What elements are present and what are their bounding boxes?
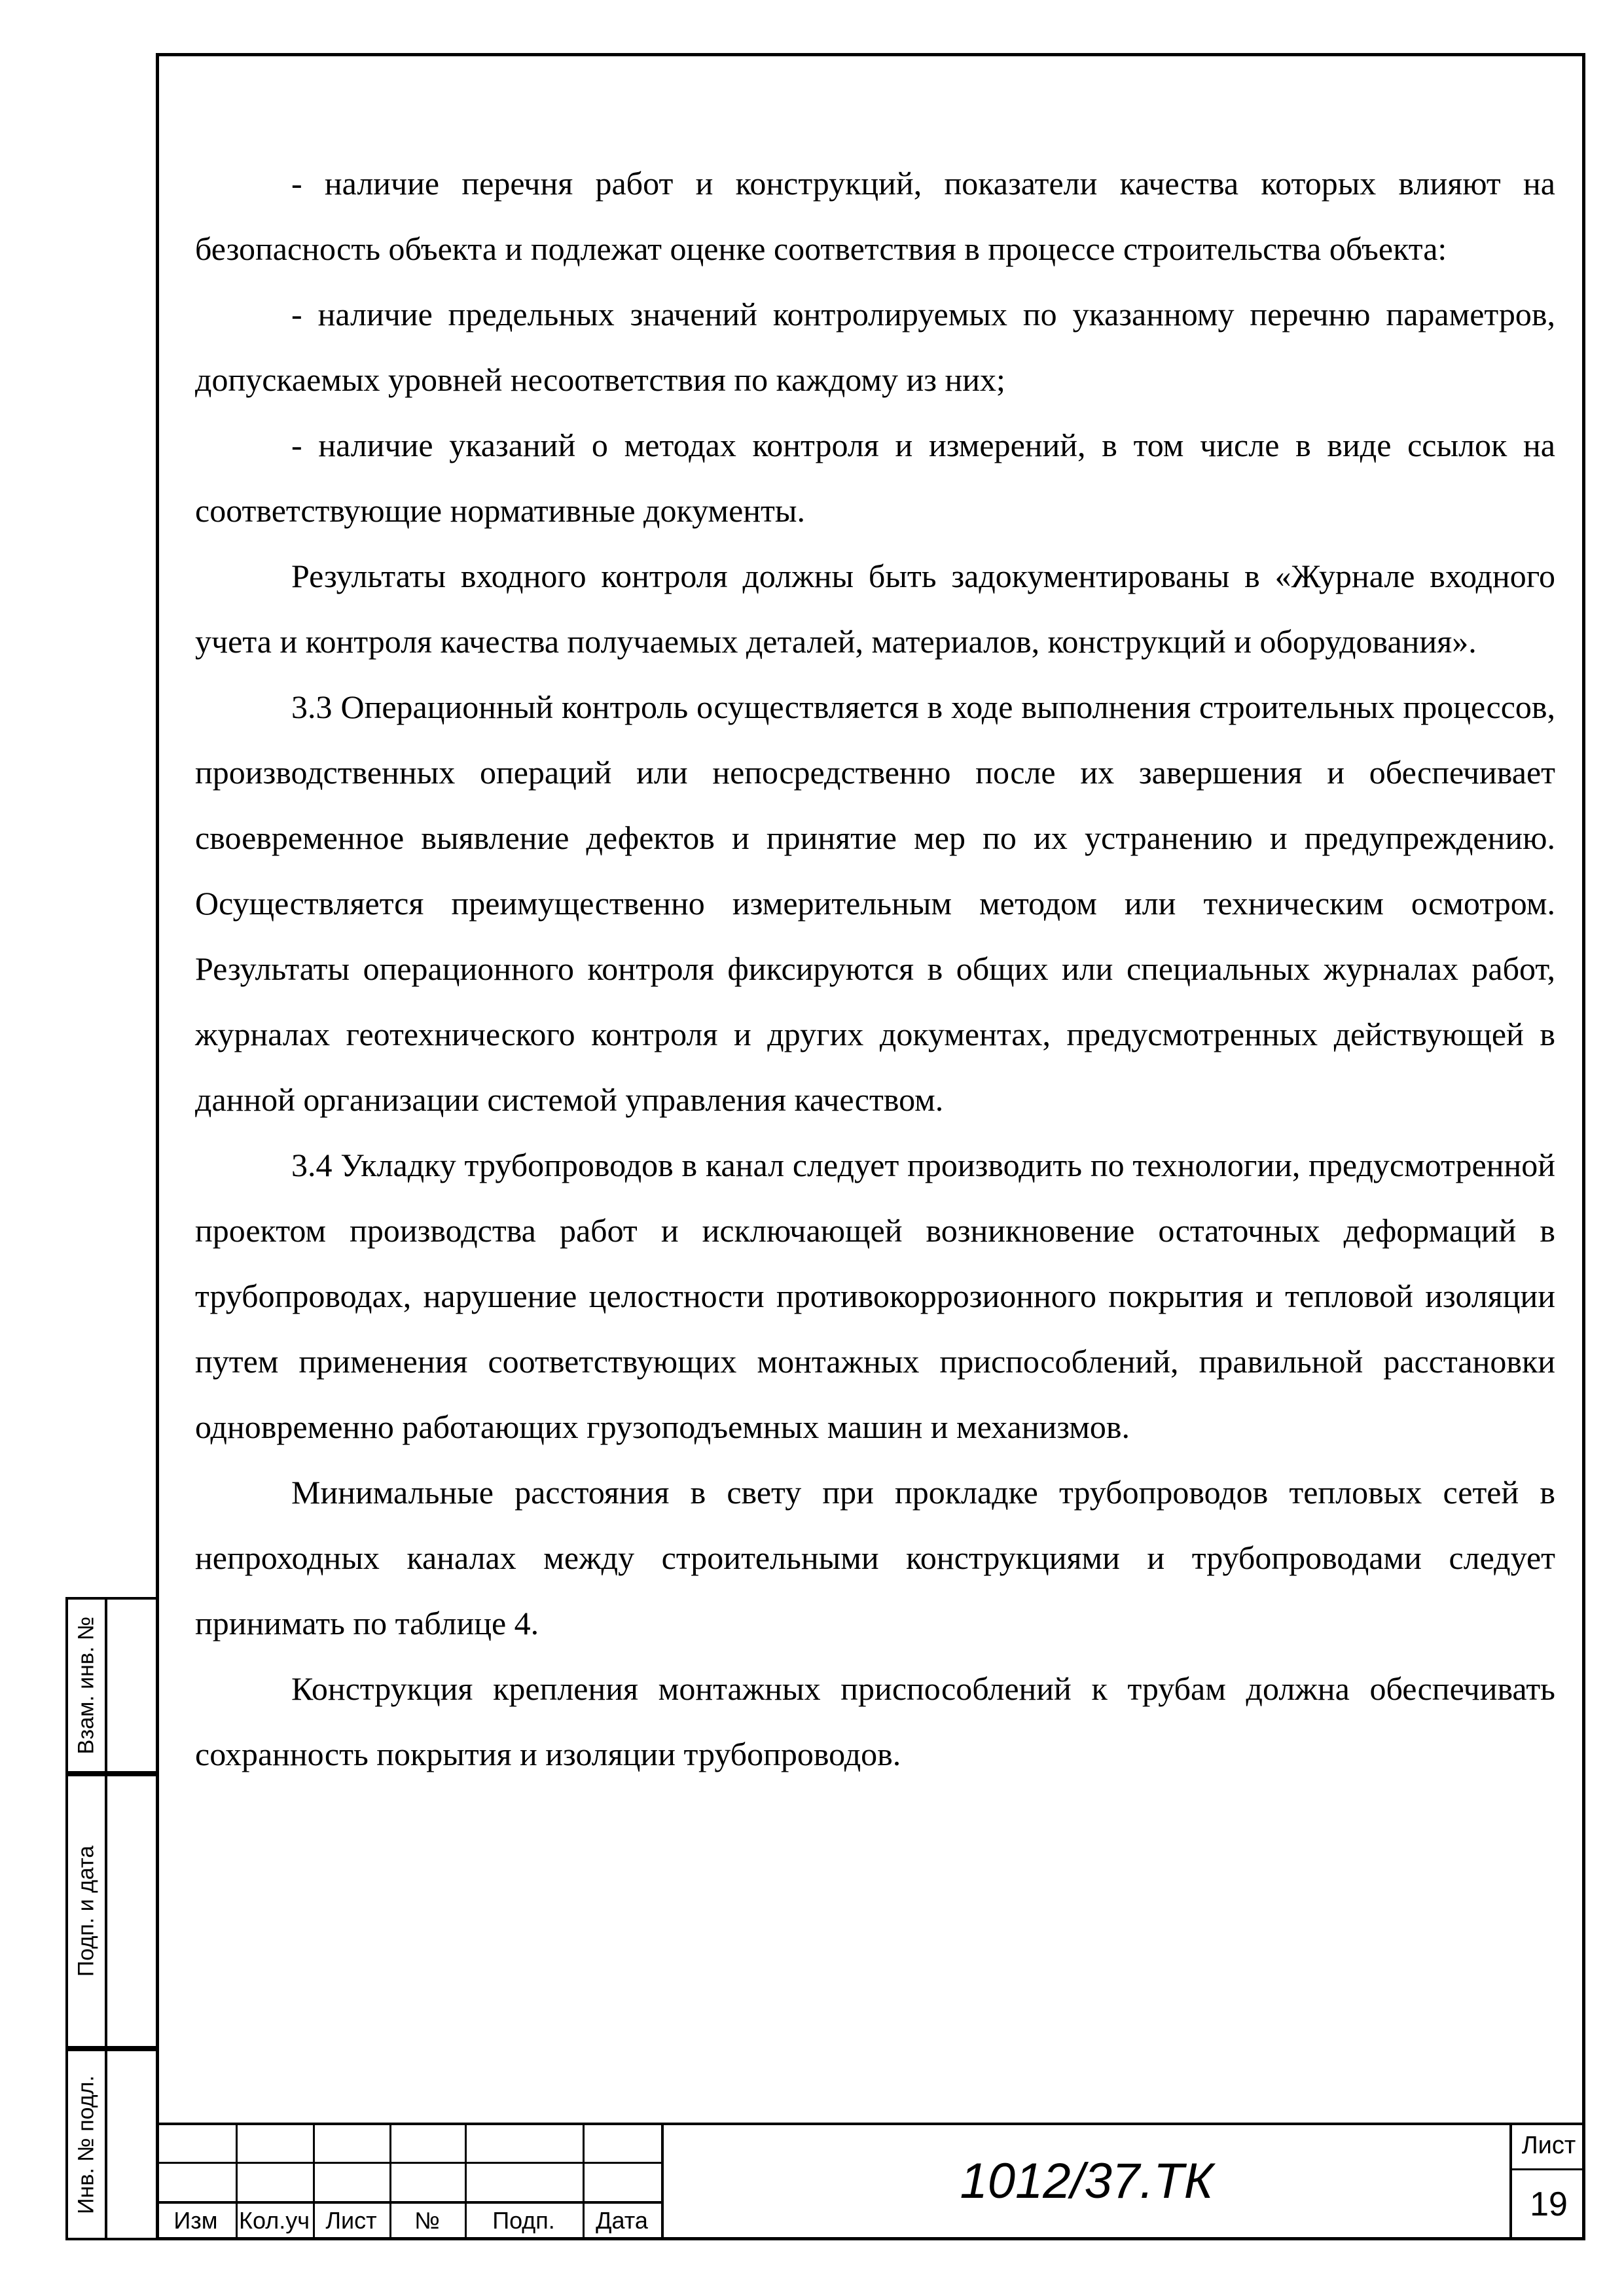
- document-body: [195, 151, 1555, 1787]
- document-code: 1012/37.ТК: [960, 2153, 1214, 2209]
- rev-header-list: Лист: [325, 2207, 377, 2234]
- paragraph: Конструкция крепления монтажных приспособлений к трубам должна обеспечивать сохранность покрытия и изоляции трубопроводов.: [195, 1670, 1555, 1772]
- side-stamp-label-cell: [68, 1776, 107, 2046]
- paragraph: - наличие перечня работ и конструкций, показатели качества которых влияют на безопасность объекта и подлежат оценке соответствия в процессе строительства объекта:: [195, 165, 1555, 267]
- side-stamp-vzam: [65, 1597, 156, 1774]
- side-stamp-label: Взам. инв. №: [73, 1616, 99, 1755]
- rev-header-data: Дата: [596, 2207, 648, 2234]
- rev-header-podp: Подп.: [492, 2207, 555, 2234]
- side-stamp-label: Инв. № подл.: [73, 2075, 99, 2214]
- side-stamp-podp: [65, 1774, 156, 2049]
- rev-header-izm: Изм: [173, 2207, 218, 2234]
- sheet-label: Лист: [1521, 2132, 1576, 2159]
- rev-header-kolvo: Кол.уч: [239, 2207, 310, 2234]
- paragraph: - наличие указаний о методах контроля и измерений, в том числе в виде ссылок на соответствующие нормативные документы.: [195, 427, 1555, 529]
- side-stamp-label-cell: [68, 1600, 107, 1771]
- rev-header-num: №: [414, 2207, 440, 2234]
- title-block-top-border: [156, 2123, 1585, 2125]
- side-stamp-inv: [65, 2049, 156, 2240]
- paragraph: 3.4 Укладку трубопроводов в канал следует производить по технологии, предусмотренной проектом производства работ и исключающей возникновение остаточных деформаций в трубопроводах, нарушение целостности противокоррозионного покрытия и тепловой изоляции путем применения соответствующих монтажных приспособлений, правильной расстановки одновременно работающих грузоподъемных машин и механизмов.: [195, 1147, 1555, 1445]
- paragraph: Минимальные расстояния в свету при прокладке трубопроводов тепловых сетей в непроходных каналах между строительными конструкциями и трубопроводами следует принимать по таблице 4.: [195, 1474, 1555, 1641]
- paragraph: - наличие предельных значений контролируемых по указанному перечню параметров, допускаемых уровней несоответствия по каждому из них;: [195, 296, 1555, 398]
- sheet-number: 19: [1530, 2185, 1568, 2223]
- title-block: [156, 2123, 1585, 2240]
- paragraph: Результаты входного контроля должны быть задокументированы в «Журнале входного учета и контроля качества получаемых деталей, материалов, конструкций и оборудования».: [195, 558, 1555, 660]
- side-stamp-label: Подп. и дата: [73, 1845, 99, 1977]
- title-block-grid-line: [156, 2162, 663, 2164]
- paragraph: 3.3 Операционный контроль осуществляется в ходе выполнения строительных процессов, производственных операций или непосредственно после их завершения и обеспечивает своевременное выявление дефектов и принятие мер по их устранению и предупреждению. Осуществляется преимущественно измерительным методом или техническим осмотром. Результаты операционного контроля фиксируются в общих или специальных журналах работ, журналах геотехнического контроля и других документах, предусмотренных действующей в данной организации системой управления качеством.: [195, 689, 1555, 1118]
- side-stamp-label-cell: [68, 2051, 107, 2238]
